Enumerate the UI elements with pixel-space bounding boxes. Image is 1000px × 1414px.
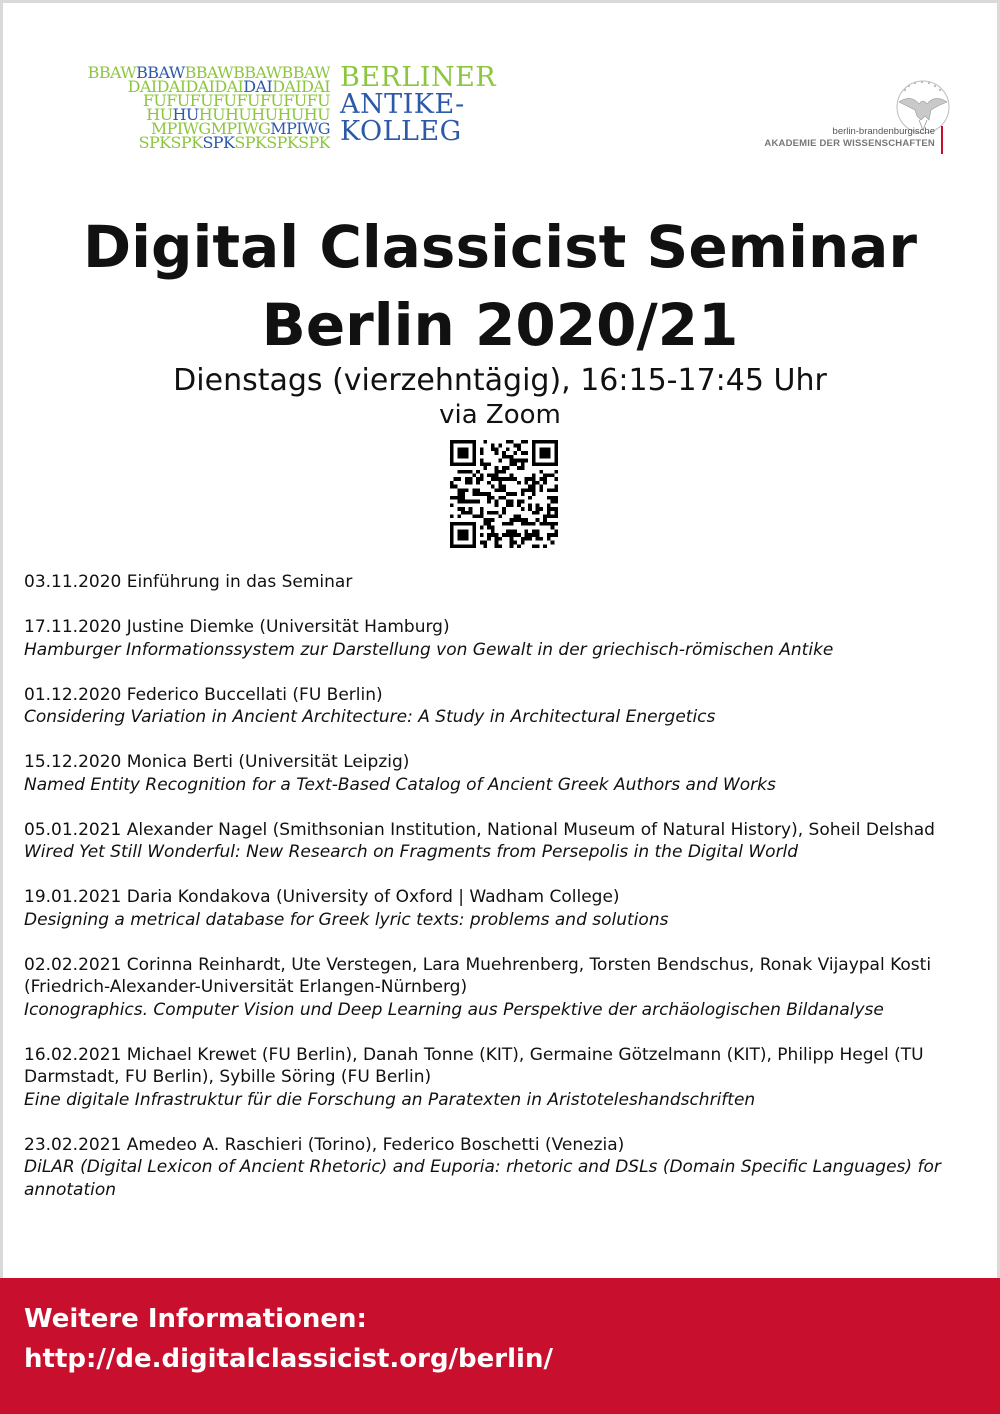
wordgrid-word: SPK (170, 136, 203, 150)
schedule-entry (24, 1044, 964, 1112)
wordgrid-word: FU (236, 94, 260, 108)
wordgrid-row (68, 94, 330, 108)
wordgrid-word: MPIWG (150, 122, 211, 136)
footer-info-label: Weitere Informationen: (24, 1304, 367, 1334)
wordgrid-word: DAI (243, 80, 273, 94)
wordgrid-word: DAI (301, 80, 330, 94)
bbaw-accent-bar (941, 126, 943, 154)
wordgrid-row (68, 122, 330, 136)
wordgrid-word: HU (225, 108, 252, 122)
wordgrid-word: BBAW (281, 66, 330, 80)
wordgrid-word: FU (259, 94, 284, 108)
wordgrid-word: BBAW (233, 66, 282, 80)
entry-date-speakers: 15.12.2020 Monica Berti (Universität Leipzig) (24, 752, 410, 772)
wordgrid-word: FU (213, 94, 237, 108)
wordgrid-row (68, 136, 330, 150)
title-line-1: Digital Classicist Seminar (82, 213, 918, 281)
wordgrid-word: DAI (127, 80, 157, 94)
wordgrid-word: DAI (272, 80, 302, 94)
qr-code-icon[interactable] (450, 440, 558, 548)
wordgrid-word: FU (166, 94, 190, 108)
schedule-entry (24, 571, 964, 594)
wordgrid-word: FU (142, 94, 167, 108)
wordgrid-row (68, 108, 330, 122)
bbaw-logo (750, 80, 955, 160)
logo-name-line-1: BERLINER (340, 62, 497, 93)
wordgrid-word: SPK (234, 136, 267, 150)
entry-talk-title: Wired Yet Still Wonderful: New Research on Fragments from Persepolis in the Digital World (24, 842, 799, 862)
entry-talk-title: Hamburger Informationssystem zur Darstellung von Gewalt in der griechisch-römischen Antike (24, 639, 834, 660)
wordgrid-word: FU (306, 94, 330, 108)
schedule-entry (24, 954, 964, 1022)
wordgrid-word: HU (303, 108, 330, 122)
schedule-entry (24, 751, 964, 796)
wordgrid-word: MPIWG (270, 122, 330, 136)
wordgrid-word: HU (172, 108, 199, 122)
bbaw-name-line-2: AKADEMIE DER WISSENSCHAFTEN (764, 138, 935, 149)
entry-talk-title: Designing a metrical database for Greek lyric texts: problems and solutions (24, 909, 669, 930)
wordgrid-row (68, 80, 330, 94)
schedule-subtitle: Dienstags (vierzehntägig), 16:15-17:45 Uhr (173, 363, 827, 398)
schedule-entry (24, 886, 964, 931)
logo-name-line-3: KOLLEG (340, 116, 462, 147)
wordgrid-word: SPK (202, 136, 235, 150)
entry-talk-title: Considering Variation in Ancient Architecture: A Study in Architectural Energetics (24, 707, 716, 727)
wordgrid-word: FU (189, 94, 214, 108)
venue-text: via Zoom (439, 400, 561, 430)
bbaw-name-line-1: berlin-brandenburgische (832, 126, 935, 137)
schedule-entry (24, 616, 964, 661)
wordgrid-word: HU (251, 108, 278, 122)
seminar-schedule (24, 571, 964, 1224)
wordgrid-word: DAI (156, 80, 186, 94)
entry-date-speakers: 01.12.2020 Federico Buccellati (FU Berlin) (24, 684, 383, 705)
berliner-antike-kolleg-logo (68, 64, 508, 164)
footer-link[interactable]: http://de.digitalclassicist.org/berlin/ (24, 1344, 553, 1374)
wordgrid-word: SPK (138, 136, 171, 150)
logo-name (340, 64, 496, 145)
entry-talk-title: Iconographics. Computer Vision und Deep Learning aus Perspektive der archäologischen Bildanalyse (24, 999, 884, 1020)
institution-wordgrid (68, 66, 330, 150)
wordgrid-word: BBAW (136, 66, 185, 80)
wordgrid-word: SPK (298, 136, 330, 150)
wordgrid-word: BBAW (87, 66, 137, 80)
schedule-entry (24, 1134, 964, 1202)
entry-date-speakers: 16.02.2021 Michael Krewet (FU Berlin), Danah Tonne (KIT), Germaine Götzelmann (KIT), Philipp Hegel (TU Darmstadt, FU Berlin), Sybille Söring (FU Berlin) (24, 1044, 924, 1087)
entry-talk-title: DiLAR (Digital Lexicon of Ancient Rhetoric) and Euporia: rhetoric and DSLs (Domain Specific Languages) for annotation (24, 1157, 941, 1200)
footer-banner (0, 1278, 1000, 1414)
wordgrid-word: HU (277, 108, 304, 122)
wordgrid-word: DAI (214, 80, 244, 94)
title-line-2: Berlin 2020/21 (261, 291, 739, 359)
entry-date-speakers: 17.11.2020 Justine Diemke (Universität Hamburg) (24, 617, 450, 637)
schedule-entry (24, 819, 964, 864)
entry-date-speakers: 03.11.2020 Einführung in das Seminar (24, 572, 353, 592)
wordgrid-word: FU (283, 94, 307, 108)
entry-talk-title: Eine digitale Infrastruktur für die Forschung an Paratexten in Aristoteleshandschriften (24, 1089, 756, 1110)
wordgrid-word: BBAW (184, 66, 234, 80)
entry-date-speakers: 02.02.2021 Corinna Reinhardt, Ute Verstegen, Lara Muehrenberg, Torsten Bendschus, Ronak Vijaypal Kosti (Friedrich-Alexander-Universität Erlangen-Nürnberg) (24, 954, 932, 997)
wordgrid-row (68, 66, 330, 80)
wordgrid-word: DAI (185, 80, 215, 94)
entry-date-speakers: 19.01.2021 Daria Kondakova (University of Oxford | Wadham College) (24, 887, 620, 907)
wordgrid-word: HU (146, 108, 173, 122)
logo-name-line-2: ANTIKE- (340, 89, 465, 120)
entry-date-speakers: 05.01.2021 Alexander Nagel (Smithsonian Institution, National Museum of Natural History), Soheil Delshad (24, 819, 935, 840)
wordgrid-word: HU (198, 108, 225, 122)
wordgrid-word: MPIWG (210, 122, 271, 136)
entry-talk-title: Named Entity Recognition for a Text-Based Catalog of Ancient Greek Authors and Works (24, 774, 776, 795)
schedule-entry (24, 684, 964, 729)
entry-date-speakers: 23.02.2021 Amedeo A. Raschieri (Torino), Federico Boschetti (Venezia) (24, 1134, 625, 1155)
wordgrid-word: SPK (266, 136, 299, 150)
